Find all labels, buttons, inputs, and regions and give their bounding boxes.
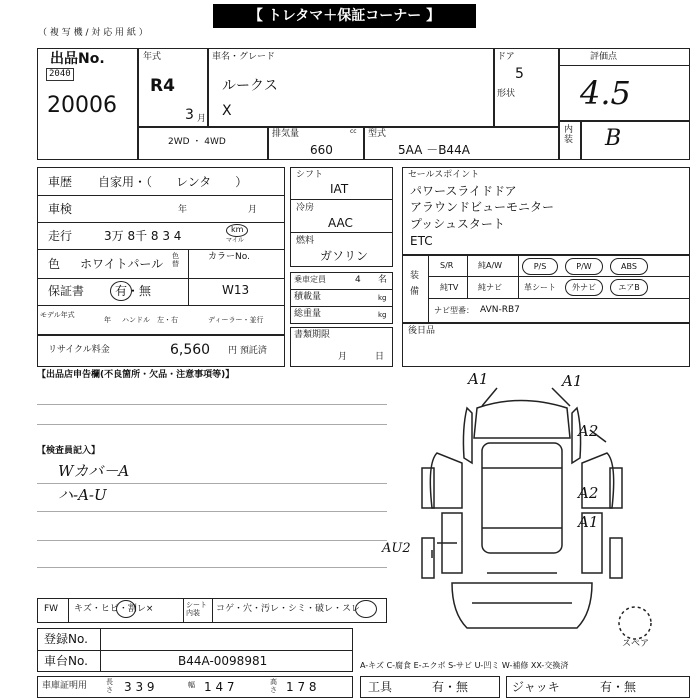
mark-right-front: A2 [578, 422, 599, 440]
capacity-value: 4 [355, 275, 361, 285]
tools-label: 工具 [368, 680, 393, 694]
inspection-month: 月 [248, 205, 258, 215]
dealer-label: ディーラー・並行 [208, 316, 264, 324]
damage-legend: A-キズ C-腐食 E-エクボ S-サビ U-凹ミ W-補修 XX-交換済 [360, 661, 569, 670]
color-no-label: カラーNo. [208, 252, 250, 262]
page-title: 【 トレタマ＋保証コーナー 】 [213, 4, 476, 28]
model-value: 5AA －B44A [398, 143, 470, 157]
equipment-label: 装備 [410, 271, 420, 298]
later-items-label: 後日品 [408, 326, 436, 336]
equip-leather: 革シート [524, 283, 556, 292]
shift-label: シフト [296, 170, 324, 180]
load-label: 積載量 [294, 292, 322, 302]
sales-point-4: ETC [410, 234, 433, 248]
deadline-unit: 月 [338, 352, 348, 362]
model-label: 型式 [368, 129, 387, 139]
displacement-label: 排気量 [272, 129, 300, 139]
recycle-value: 6,560 [170, 342, 211, 358]
mark-right-mid: A2 [578, 484, 599, 502]
car-grade: X [222, 103, 232, 119]
mileage-label: 走行 [48, 229, 73, 243]
model-year-unit: 年 [104, 316, 111, 324]
shift-value: IAT [330, 182, 349, 196]
year-value: R4 [150, 76, 175, 96]
ac-value: AAC [328, 216, 353, 230]
color-no-value: W13 [222, 283, 250, 297]
handle-label: ハンドル [122, 316, 150, 324]
warranty-value: 有・無 [115, 284, 152, 298]
width-label: 幅 [188, 681, 195, 689]
inspector-remarks-label: 【検査員記入】 [37, 446, 101, 456]
seat-items: コゲ・穴・汚レ・シミ・破レ・スレ [216, 604, 361, 614]
mark-left-mid: AU2 [382, 541, 411, 556]
deadline-label: 書類期限 [294, 330, 331, 340]
color-label: 色 [48, 257, 61, 271]
ac-label: 冷房 [296, 203, 315, 213]
fw-items: キズ・ヒビ・割レ× [74, 604, 154, 614]
equip-navi: 純ナビ [478, 283, 502, 292]
cert-label: 車庫証明用 [42, 681, 88, 691]
recycle-label: リサイクル料金 [48, 345, 110, 355]
displacement-value: 660 [310, 143, 333, 157]
history-value: 自家用・（ レンタ ） [98, 175, 248, 189]
color-value: ホワイトパール [80, 257, 164, 271]
car-name: ルークス [222, 78, 278, 94]
color-change: 色替 [172, 252, 179, 269]
height-value: 1 7 8 [286, 680, 317, 694]
lot-label: 出品No. [50, 51, 105, 67]
displacement-unit: cc [350, 128, 357, 135]
sales-point-2: アラウンドビューモニター [410, 200, 555, 214]
sales-label: セールスポイント [408, 170, 480, 180]
sales-point-3: プッシュスタート [410, 217, 505, 231]
capacity-unit: 名 [378, 275, 388, 285]
remark-line-1: Wカバ－A [58, 462, 130, 480]
score-value: 4.5 [580, 74, 631, 112]
history-label: 車歴 [48, 175, 73, 189]
interior-label: 内装 [564, 125, 574, 145]
load-unit: kg [378, 294, 387, 302]
jack-label: ジャッキ [512, 680, 560, 694]
mileage-value: 3万 8千 8 3 4 [104, 229, 182, 243]
remark-line-2: ハ-A-U [58, 486, 107, 504]
length-value: 3 3 9 [124, 680, 155, 694]
month-unit: 月 [197, 114, 207, 124]
mark-front-left: A1 [468, 370, 489, 388]
name-label: 車名・グレード [212, 52, 276, 62]
warranty-label: 保証書 [48, 284, 85, 298]
equip-tv: 純TV [440, 283, 459, 292]
equip-pw: P/W [565, 258, 603, 275]
sales-point-1: パワースライドドア [410, 184, 517, 198]
mark-front-right: A1 [562, 372, 583, 390]
spare-label: スペア [622, 639, 650, 649]
reg-label: 登録No. [44, 632, 88, 646]
chassis-label: 車台No. [44, 654, 88, 668]
interior-value: B [605, 126, 622, 151]
equip-alloy: 純A/W [478, 261, 503, 270]
equip-airbag: エアB [610, 279, 648, 296]
equip-abs: ABS [610, 258, 648, 275]
deadline-day: 日 [375, 352, 385, 362]
seat-label: シート内装 [186, 601, 207, 618]
height-label: 高さ [270, 678, 277, 694]
drive-value: 2WD ・ 4WD [168, 137, 226, 147]
gross-label: 総重量 [294, 309, 322, 319]
fuel-label: 燃料 [296, 236, 315, 246]
equip-ps: P/S [522, 258, 558, 275]
mark-right-rear: A1 [578, 513, 599, 531]
chassis-value: B44A-0098981 [178, 654, 268, 668]
gross-unit: kg [378, 311, 387, 319]
jack-value: 有・無 [600, 680, 637, 694]
equip-ext-navi: 外ナビ [565, 279, 603, 296]
doors-value: 5 [515, 66, 524, 82]
lot-stamp: 2040 [46, 68, 74, 81]
fuel-value: ガソリン [320, 249, 369, 263]
navi-value: AVN-RB7 [480, 305, 520, 315]
tools-value: 有・無 [432, 680, 469, 694]
doors-label: ドア [497, 52, 515, 62]
mileage-unit-km: km [231, 225, 244, 234]
capacity-label: 乗車定員 [294, 275, 326, 284]
length-label: 長さ [106, 678, 113, 694]
car-damage-diagram [392, 368, 692, 668]
month-value: 3 [185, 107, 194, 123]
mileage-unit-mile: マイル [226, 237, 244, 244]
shape-label: 形状 [497, 89, 516, 99]
score-label: 評価点 [590, 52, 618, 62]
inspection-label: 車検 [48, 202, 73, 216]
recycle-unit: 円 預託済 [228, 346, 267, 356]
lot-number: 20006 [47, 93, 117, 118]
navi-label: ナビ型番： [434, 306, 474, 315]
width-value: 1 4 7 [204, 680, 235, 694]
seller-remarks-label: 【出品店申告欄(不良箇所・欠品・注意事項等)】 [37, 370, 235, 380]
inspection-year: 年 [178, 205, 188, 215]
handle-value: 左・右 [157, 316, 178, 324]
equip-sr: S/R [440, 261, 454, 270]
fw-label: FW [44, 604, 59, 614]
sheet-note: （ 複 写 機 / 対 応 用 紙 ） [38, 28, 148, 38]
model-year-label: モデル年式 [40, 311, 75, 319]
year-label: 年式 [143, 52, 162, 62]
